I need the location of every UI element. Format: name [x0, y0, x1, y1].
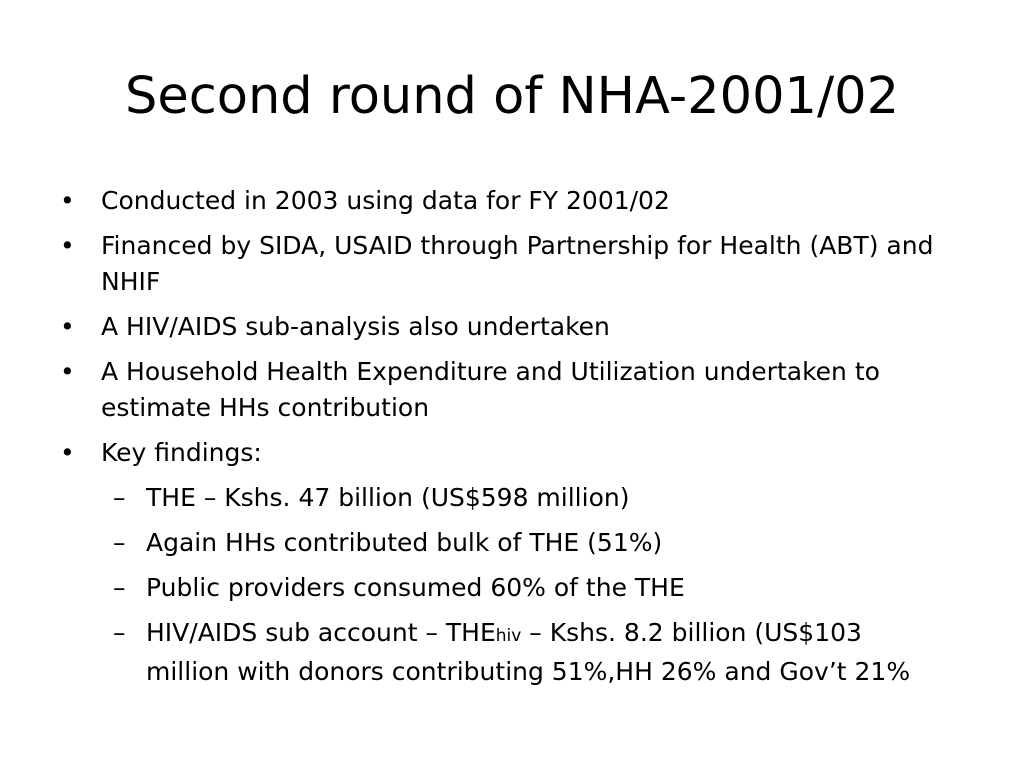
sub-bullet-marker: – [113, 618, 126, 647]
bullet-item [0, 354, 966, 426]
sub-bullet-text: Again HHs contributed bulk of THE (51%) [146, 528, 663, 557]
hiv-subscript: hiv [495, 626, 522, 646]
bullet-item [0, 435, 966, 471]
bullet-marker: • [60, 357, 75, 386]
sub-bullet-item [0, 480, 946, 516]
bullet-text: Key findings: [101, 438, 262, 467]
bullet-marker: • [60, 438, 75, 467]
bullet-text: Financed by SIDA, USAID through Partnership for Health (ABT) and NHIF [101, 231, 934, 296]
sub-bullet-item [0, 615, 946, 690]
sub-bullet-item [0, 525, 946, 561]
sub-bullet-text-after: – Kshs. 8.2 billion (US$103 million with donors contributing 51%,HH 26% and Gov’t 21% [146, 618, 911, 686]
bullet-item [0, 228, 966, 300]
bullet-list [0, 183, 1024, 699]
sub-bullet-marker: – [113, 528, 126, 557]
slide-title: Second round of NHA-2001/02 [124, 67, 900, 126]
bullet-text: Conducted in 2003 using data for FY 2001/02 [101, 186, 670, 215]
bullet-text: A Household Health Expenditure and Utilization undertaken to estimate HHs contribution [101, 357, 880, 422]
sub-bullet-item [0, 570, 946, 606]
sub-bullet-marker: – [113, 483, 126, 512]
bullet-marker: • [60, 312, 75, 341]
bullet-marker: • [60, 231, 75, 260]
sub-bullet-text [146, 618, 910, 686]
sub-bullet-text: Public providers consumed 60% of the THE [146, 573, 685, 602]
bullet-marker: • [60, 186, 75, 215]
sub-bullet-text: THE – Kshs. 47 billion (US$598 million) [146, 483, 630, 512]
sub-bullet-marker: – [113, 573, 126, 602]
sub-bullet-text-before: HIV/AIDS sub account – THE [146, 618, 496, 647]
bullet-item [0, 309, 966, 345]
bullet-text: A HIV/AIDS sub-analysis also undertaken [101, 312, 610, 341]
bullet-item [0, 183, 966, 219]
